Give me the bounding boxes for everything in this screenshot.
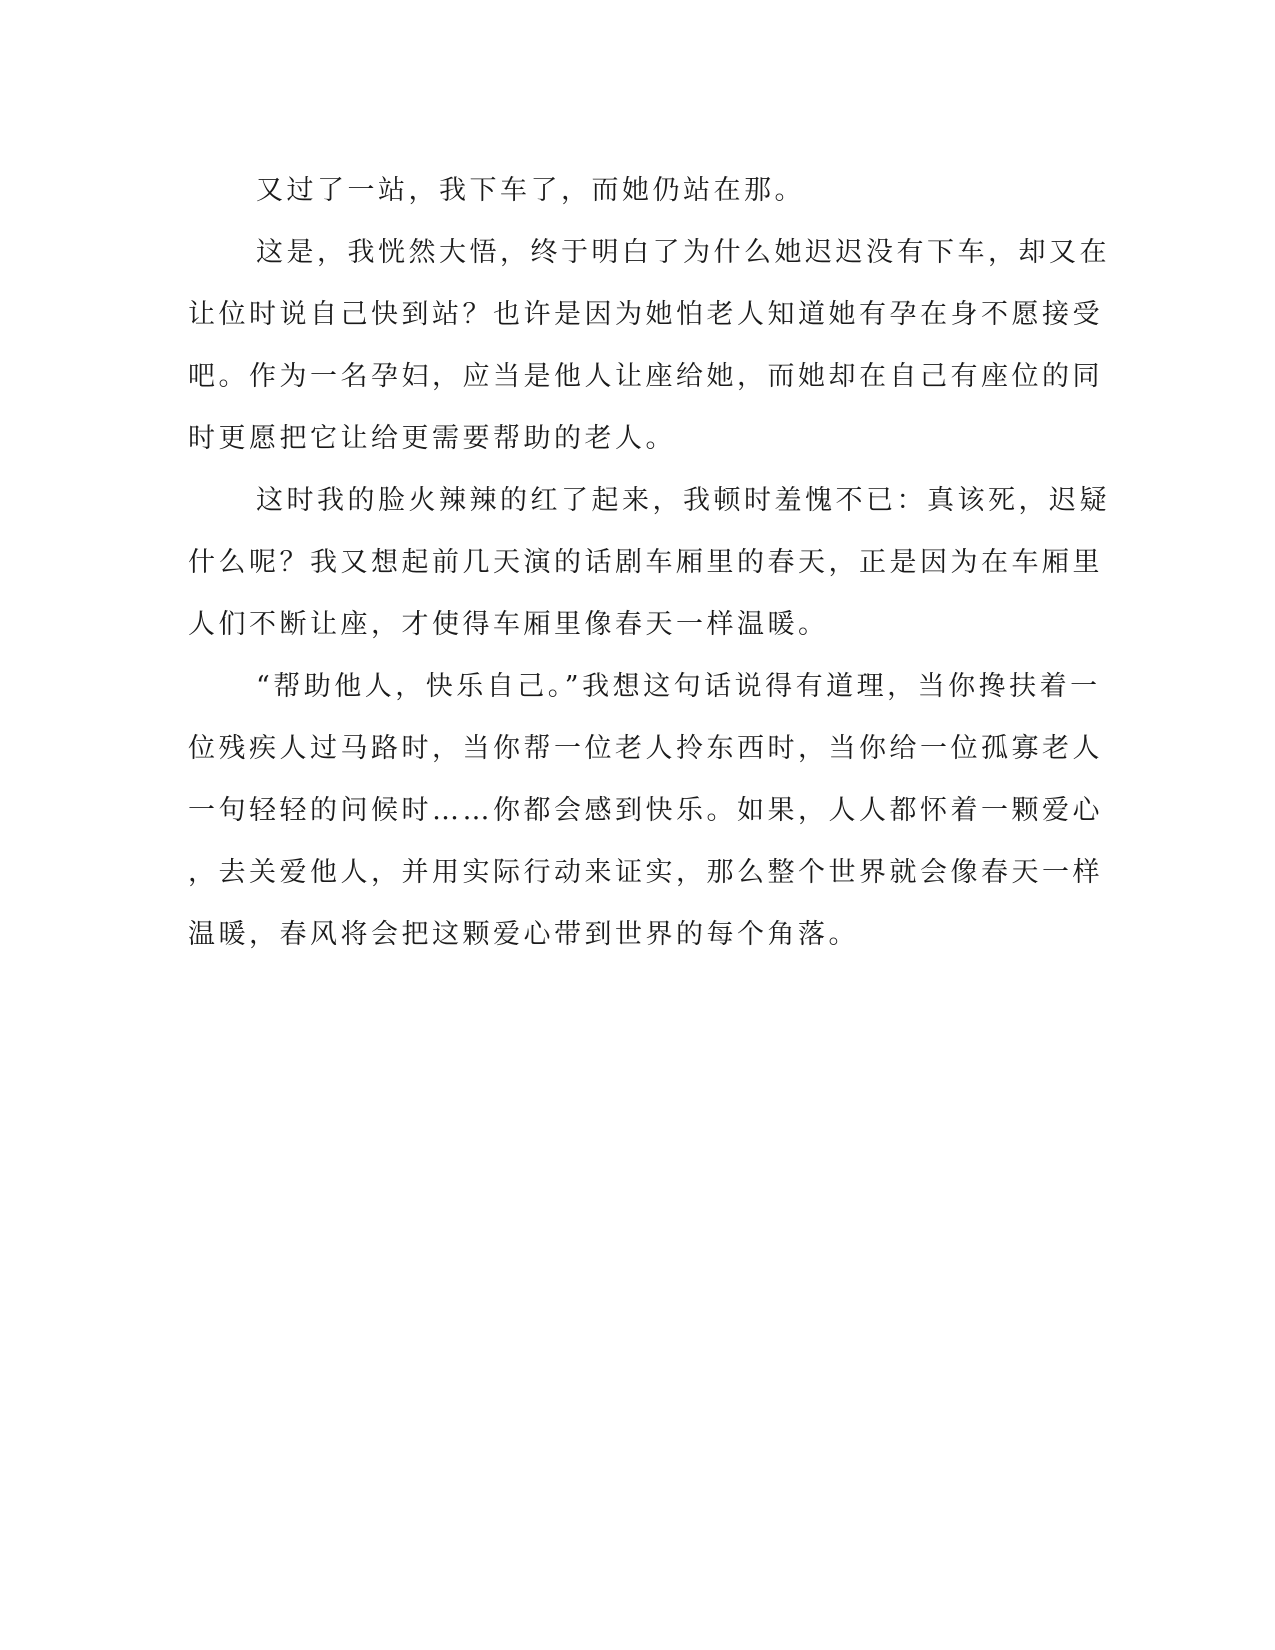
text-line: 这时我的脸火辣辣的红了起来，我顿时羞愧不已：真该死，迟疑 bbox=[256, 485, 1110, 516]
text-line: 这是，我恍然大悟，终于明白了为什么她迟迟没有下车，却又在 bbox=[256, 237, 1110, 268]
text-line: 温暖，春风将会把这颗爱心带到世界的每个角落。 bbox=[188, 919, 859, 950]
text-line: 什么呢？我又想起前几天演的话剧车厢里的春天，正是因为在车厢里 bbox=[188, 547, 1103, 578]
paragraph-1 bbox=[188, 160, 1068, 222]
text-line: 让位时说自己快到站？也许是因为她怕老人知道她有孕在身不愿接受 bbox=[188, 299, 1103, 330]
text-line: 位残疾人过马路时，当你帮一位老人拎东西时，当你给一位孤寡老人 bbox=[188, 733, 1103, 764]
document-body bbox=[188, 160, 1110, 966]
text-line: 吧。作为一名孕妇，应当是他人让座给她，而她却在自己有座位的同 bbox=[188, 361, 1103, 392]
paragraph-3 bbox=[188, 470, 1110, 656]
text-line: ，去关爱他人，并用实际行动来证实，那么整个世界就会像春天一样 bbox=[188, 857, 1103, 888]
text-line: 人们不断让座，才使得车厢里像春天一样温暖。 bbox=[188, 609, 829, 640]
text-line: 一句轻轻的问候时……你都会感到快乐。如果，人人都怀着一颗爱心 bbox=[188, 795, 1103, 826]
paragraph-2 bbox=[188, 222, 1110, 470]
paragraph-4 bbox=[188, 656, 1103, 966]
text-line: 又过了一站，我下车了，而她仍站在那。 bbox=[256, 175, 805, 206]
text-line: “帮助他人，快乐自己。”我想这句话说得有道理，当你搀扶着一 bbox=[256, 671, 1101, 702]
text-line: 时更愿把它让给更需要帮助的老人。 bbox=[188, 423, 676, 454]
